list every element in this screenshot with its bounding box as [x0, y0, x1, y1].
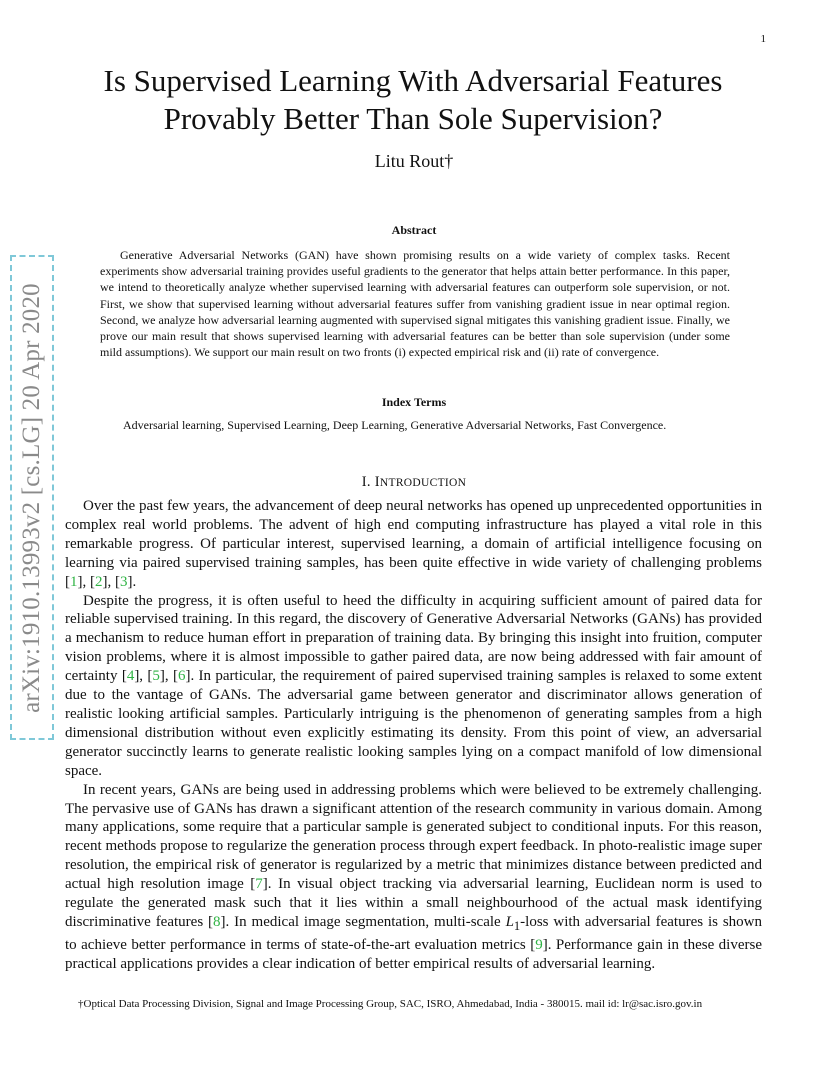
citation-link[interactable]: 1 [70, 573, 78, 590]
citation-link[interactable]: 2 [95, 573, 103, 590]
section-number: I. [361, 474, 371, 490]
section-title-rest: NTRODUCTION [379, 477, 467, 489]
paragraph-3-text-a: In recent years, GANs are being used in addressing problems which were believed to be extremely challenging. The pervasive use of GANs has drawn a significant attention of the research community in various domain. Among many applications, some require that a particular sample is generated subject to conditional inputs. For this reason, recent methods propose to regularize the generation process through expert feedback. In photo-realistic image super resolution, the empirical risk of generator is regularized by a metric that minimizes distance between predicted and actual high resolution image [65, 781, 762, 893]
index-terms: Adversarial learning, Supervised Learning, Deep Learning, Generative Adversarial Networks, Fast Convergence. [123, 418, 667, 432]
math-variable: L [505, 913, 514, 930]
page-number: 1 [760, 33, 766, 45]
paper-title [60, 62, 766, 138]
citation-link[interactable]: 6 [177, 668, 186, 685]
paragraph-1-text: Over the past few years, the advancement of deep neural networks has opened up unprecedented opportunities in complex real world problems. The advent of high end computing infrastructure has played a vital role in this remarkable progress. Of particular interest, supervised learning, a domain of artificial intelligence focusing on learning via paired supervised training samples, has been quite effective in wide variety of challenging problems [65, 498, 762, 571]
index-terms-heading: Index Terms [381, 395, 447, 409]
math-subscript: 1 [513, 918, 521, 933]
author-name: Litu Rout† [374, 151, 454, 171]
citation-link[interactable]: 9 [535, 936, 543, 953]
title-line-1: Is Supervised Learning With Adversarial Features [103, 63, 723, 98]
title-line-2: Provably Better Than Sole Supervision? [163, 101, 663, 136]
paragraph-3-text-b: . In visual object tracking via adversarial learning, Euclidean norm is used to regulate the generated mask such that it lies within a small neighbourhood of the actual mask identifying discriminative features [65, 876, 762, 930]
affiliation-footnote: †Optical Data Processing Division, Signal and Image Processing Group, SAC, ISRO, Ahmedabad, India - 380015. mail id: lr@sac.isro.gov.in [78, 998, 703, 1010]
section-first-letter: I [374, 474, 380, 490]
arxiv-identifier: arXiv:1910.13993v2 [cs.LG] 20 Apr 2020 [18, 282, 45, 713]
citation-link[interactable]: 3 [120, 573, 128, 590]
paragraph-3-text-e: . Performance gain in these diverse practical applications provides a clear indication of better empirical results of adversarial learning. [65, 936, 762, 972]
paragraph-1: Over the past few years, the advancement of deep neural networks has opened up unprecedented opportunities in complex real world problems. The advent of high end computing infrastructure has played a vital role in this remarkable progress. Of particular interest, supervised learning, a domain of artificial intelligence focusing on learning via paired supervised training samples, has been quite effective in wide variety of challenging problems [1], [2], [3]. [65, 498, 762, 590]
paragraph-3: In recent years, GANs are being used in addressing problems which were believed to be extremely challenging. The pervasive use of GANs has drawn a significant attention of the research community in various domain. Among many applications, some require that a particular sample is generated subject to conditional inputs. For this reason, recent methods propose to regularize the generation process through expert feedback. In photo-realistic image super resolution, the empirical risk of generator is regularized by a metric that minimizes distance between predicted and actual high resolution image [7]. In visual object tracking via adversarial learning, Euclidean norm is used to regulate the generated mask such that it lies within a small neighbourhood of the actual mask identifying discriminative features [8]. In medical image segmentation, multi-scale $L_1$-loss with adversarial features is shown to achieve better performance in terms of state-of-the-art evaluation metrics [9]. Performance gain in these diverse practical applications provides a clear indication of better empirical results of adversarial learning. [65, 781, 763, 972]
paragraph-3-text-c: . In medical image segmentation, multi-scale [225, 913, 506, 930]
abstract-text: Generative Adversarial Networks (GAN) have shown promising results on a wide variety of complex tasks. Recent experiments show adversarial training provides useful gradients to the generator that helps attain better performance. In this paper, we intend to theoretically analyze whether supervised learning with adversarial features can outperform sole supervision, or not. First, we show that supervised learning without adversarial features suffer from vanishing gradient issue in near optimal region. Second, we analyze how adversarial learning augmented with supervised signal mitigates this vanishing gradient issue. Finally, we prove our main result that shows supervised learning with adversarial features can be better than sole supervision (under some mild assumptions). We support our main result on two fronts (i) expected empirical risk and (ii) rate of convergence. [100, 248, 730, 360]
paragraph-3-text-d: -loss with adversarial features is shown to achieve better performance in terms of state-of-the-art evaluation metrics [65, 913, 763, 953]
section-heading-introduction [0, 474, 828, 491]
body-text [65, 497, 762, 974]
citation-link[interactable]: 4 [126, 668, 135, 685]
abstract-heading: Abstract [391, 223, 437, 237]
paragraph-2-text-b: . In particular, the requirement of paired supervised training samples is relaxed to some extent due to the vantage of GANs. The adversarial game between generator and discriminator allows generation of realistic looking artificial samples. Particularly intriguing is the phenomenon of generating samples from a high dimensional distribution without even explicitly estimating its density. From this point of view, an adversarial generator succinctly learns to generate realistic looking samples lying on a compact manifold of low dimensional space. [65, 668, 762, 779]
citation-link[interactable]: 5 [152, 668, 160, 685]
citation-link[interactable]: 8 [213, 913, 221, 930]
arxiv-stamp [10, 255, 54, 740]
paragraph-2: Despite the progress, it is often useful to heed the difficulty in acquiring sufficient amount of paired data for reliable supervised training. In this regard, the discovery of Generative Adversarial Networks (GANs) has provided a mechanism to reduce human effort in preparation of training data. By bringing this insight into fruition, computer vision problems, where it is almost impossible to gather paired data, are now being addressed with fair amount of certainty [4], [5], [6]. In particular, the requirement of paired supervised training samples is relaxed to some extent due to the vantage of GANs. The adversarial game between generator and discriminator allows generation of realistic looking artificial samples. Particularly intriguing is the phenomenon of generating samples from a high dimensional distribution without even explicitly estimating its density. From this point of view, an adversarial generator succinctly learns to generate realistic looking samples lying on a compact manifold of low dimensional space. [65, 592, 762, 779]
citation-link[interactable]: 7 [255, 876, 263, 893]
paragraph-2-text-a: Despite the progress, it is often useful to heed the difficulty in acquiring sufficient amount of paired data for reliable supervised training. In this regard, the discovery of Generative Adversarial Networks (GANs) has provided a mechanism to reduce human effort in preparation of training data. By bringing this insight into fruition, computer vision problems, where it is almost impossible to gather paired data, are now being addressed with fair amount of certainty [65, 592, 762, 685]
